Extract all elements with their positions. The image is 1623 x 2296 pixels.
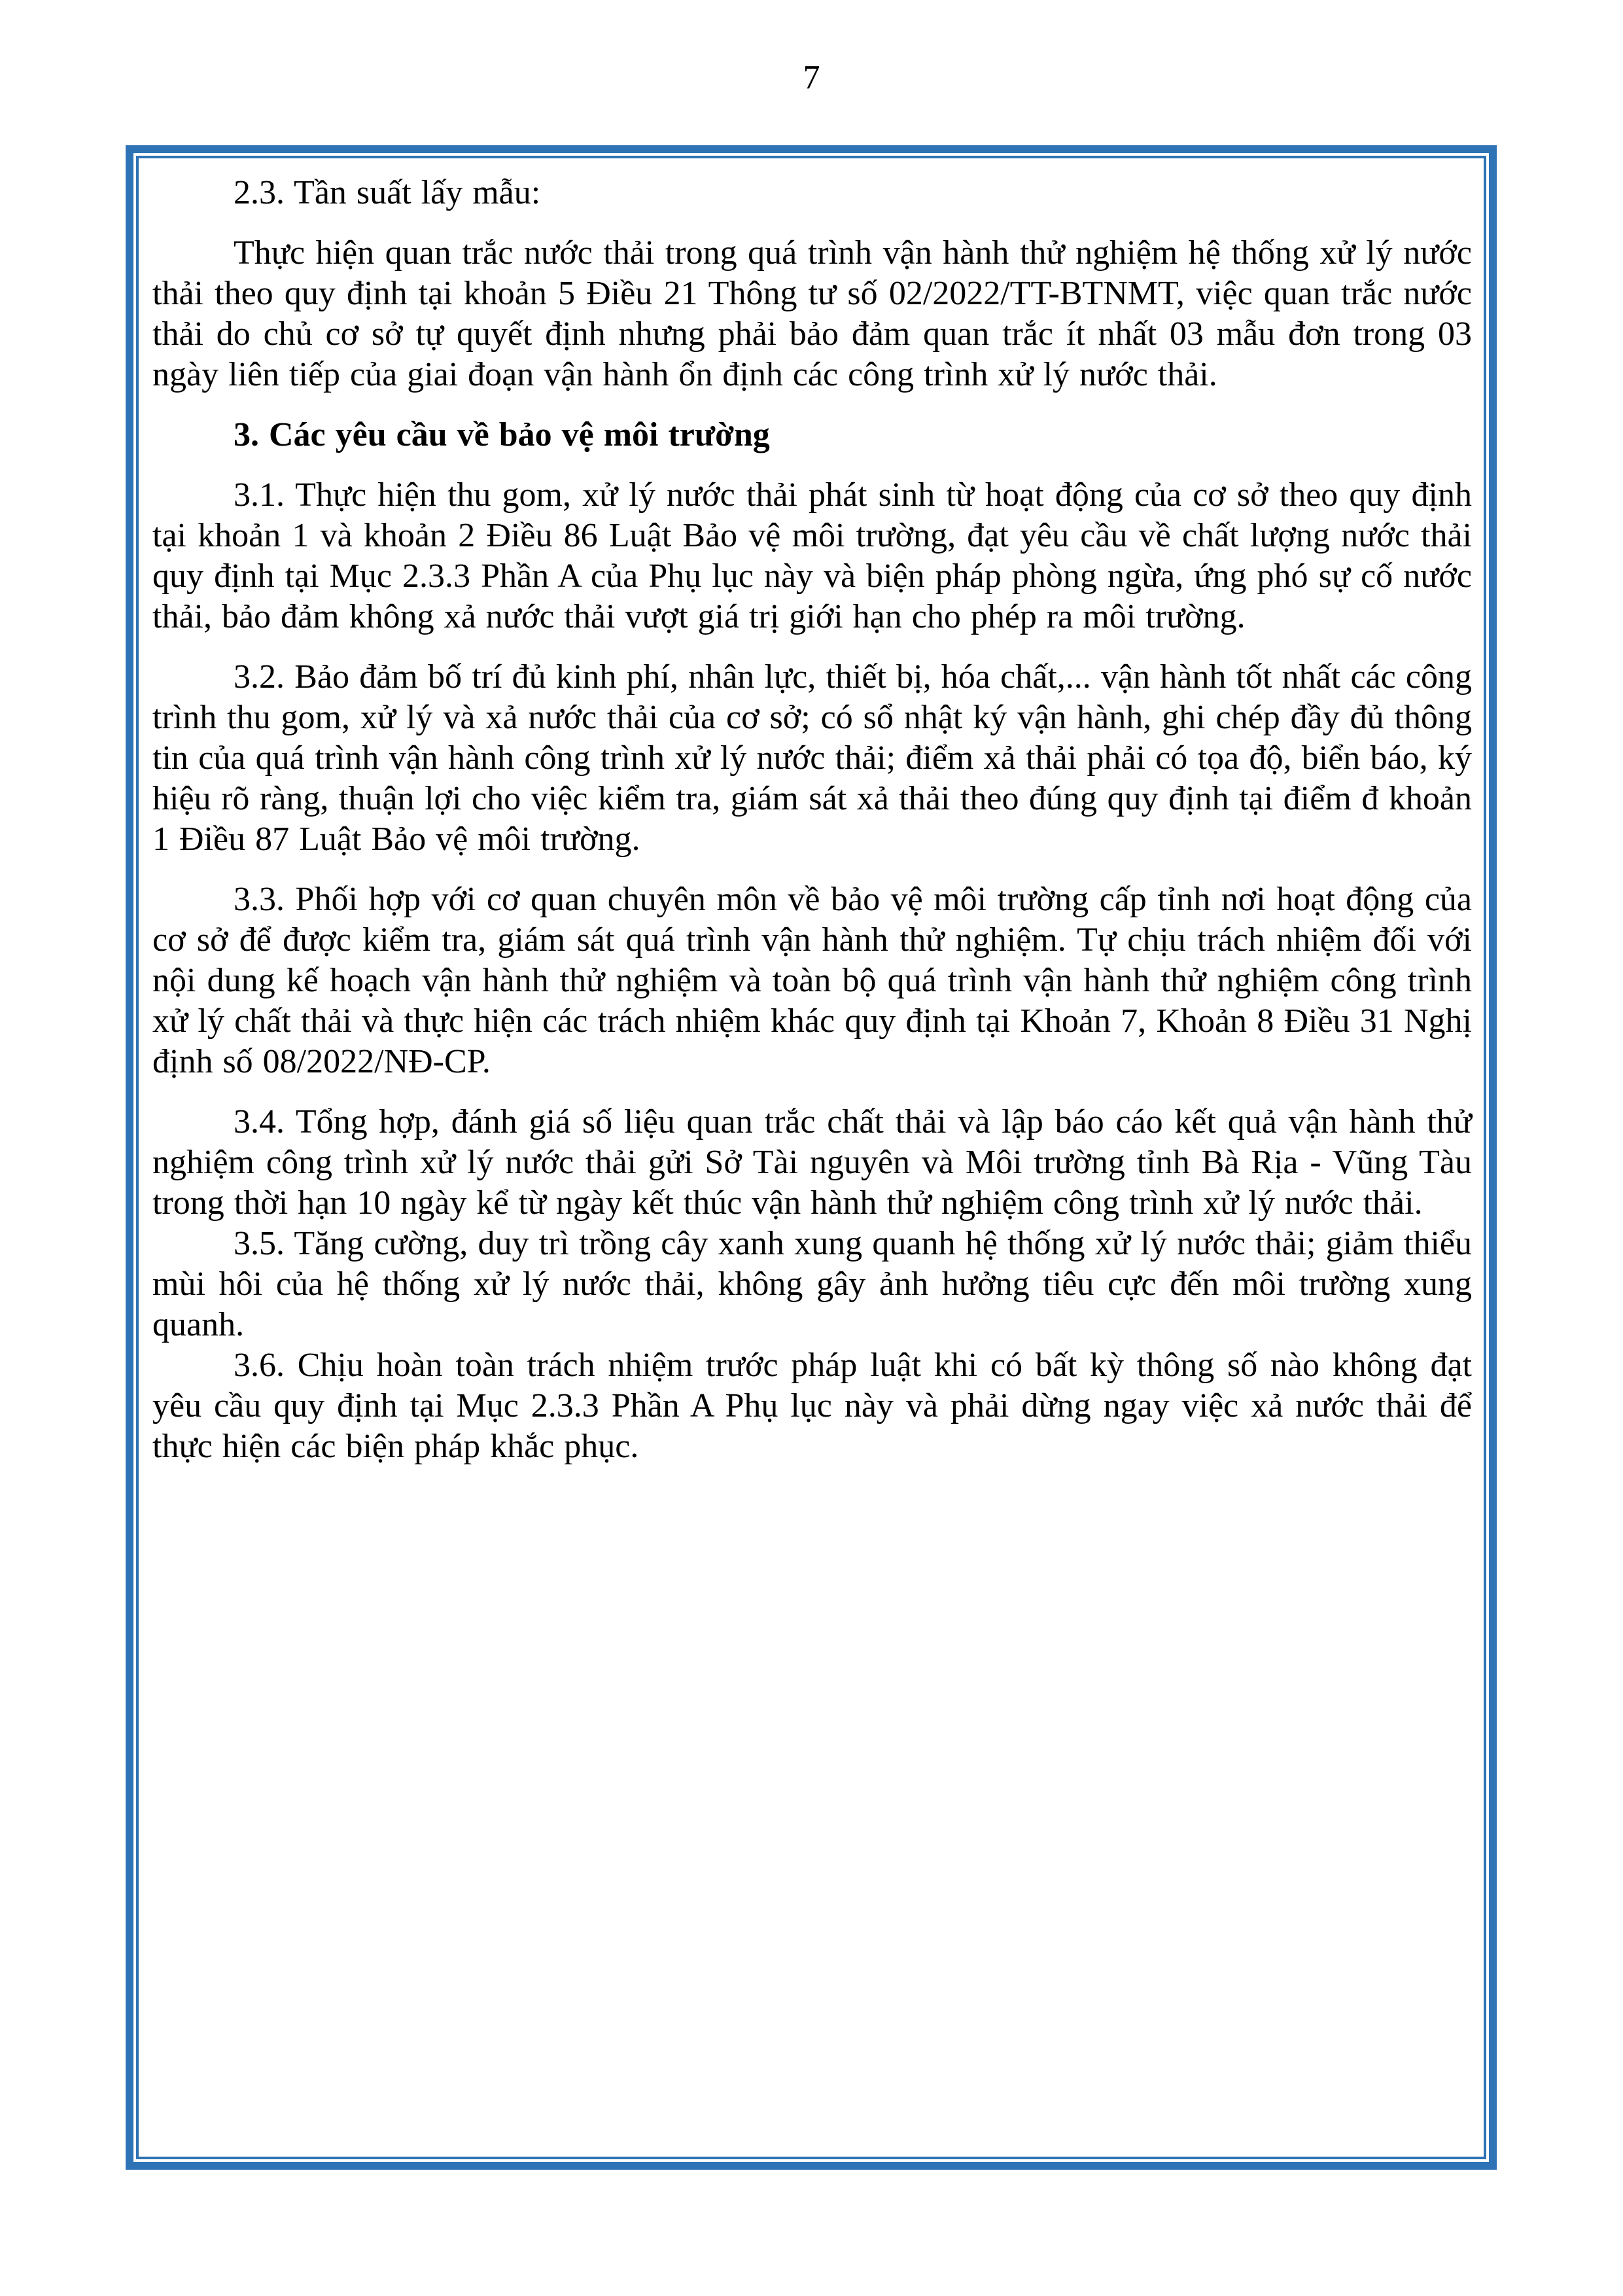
paragraph-3-1: 3.1. Thực hiện thu gom, xử lý nước thải phát sinh từ hoạt động của cơ sở theo quy định tại khoản 1 và khoản 2 Điều 86 Luật Bảo vệ môi trường, đạt yêu cầu về chất lượng nước thải quy định tại Mục 2.3.3 Phần A của Phụ lục này và biện pháp phòng ngừa, ứng phó sự cố nước thải, bảo đảm không xả nước thải vượt giá trị giới hạn cho phép ra môi trường. xyxy=(152,476,1472,635)
section-heading-3: 3. Các yêu cầu về bảo vệ môi trường xyxy=(234,416,770,453)
paragraph-3-3: 3.3. Phối hợp với cơ quan chuyên môn về bảo vệ môi trường cấp tỉnh nơi hoạt động của cơ sở để được kiểm tra, giám sát quá trình vận hành thử nghiệm. Tự chịu trách nhiệm đối với nội dung kế hoạch vận hành thử nghiệm và toàn bộ quá trình vận hành thử nghiệm công trình xử lý chất thải và thực hiện các trách nhiệm khác quy định tại Khoản 7, Khoản 8 Điều 31 Nghị định số 08/2022/NĐ-CP. xyxy=(152,881,1472,1080)
paragraph-3-4: 3.4. Tổng hợp, đánh giá số liệu quan trắc chất thải và lập báo cáo kết quả vận hành thử nghiệm công trình xử lý nước thải gửi Sở Tài nguyên và Môi trường tỉnh Bà Rịa - Vũng Tàu trong thời hạn 10 ngày kể từ ngày kết thúc vận hành thử nghiệm công trình xử lý nước thải. xyxy=(152,1103,1472,1222)
paragraph-sampling-frequency: Thực hiện quan trắc nước thải trong quá trình vận hành thử nghiệm hệ thống xử lý nước thải theo quy định tại khoản 5 Điều 21 Thông tư số 02/2022/TT-BTNMT, việc quan trắc nước thải do chủ cơ sở tự quyết định nhưng phải bảo đảm quan trắc ít nhất 03 mẫu đơn trong 03 ngày liên tiếp của giai đoạn vận hành ổn định các công trình xử lý nước thải. xyxy=(152,234,1472,393)
section-heading-2-3: 2.3. Tần suất lấy mẫu: xyxy=(234,174,541,211)
paragraph-3-2: 3.2. Bảo đảm bố trí đủ kinh phí, nhân lực, thiết bị, hóa chất,... vận hành tốt nhất các công trình thu gom, xử lý và xả nước thải của cơ sở; có sổ nhật ký vận hành, ghi chép đầy đủ thông tin của quá trình vận hành công trình xử lý nước thải; điểm xả thải phải có tọa độ, biển báo, ký hiệu rõ ràng, thuận lợi cho việc kiểm tra, giám sát xả thải theo đúng quy định tại điểm đ khoản 1 Điều 87 Luật Bảo vệ môi trường. xyxy=(152,658,1472,858)
document-border-frame xyxy=(126,145,1497,2170)
paragraph-3-5: 3.5. Tăng cường, duy trì trồng cây xanh xung quanh hệ thống xử lý nước thải; giảm thiểu mùi hôi của hệ thống xử lý nước thải, không gây ảnh hưởng tiêu cực đến môi trường xung quanh. xyxy=(152,1225,1472,1343)
page-number: 7 xyxy=(803,59,820,96)
paragraph-3-6: 3.6. Chịu hoàn toàn trách nhiệm trước pháp luật khi có bất kỳ thông số nào không đạt yêu cầu quy định tại Mục 2.3.3 Phần A Phụ lục này và phải dừng ngay việc xả nước thải để thực hiện các biện pháp khắc phục. xyxy=(152,1347,1472,1465)
document-body xyxy=(152,173,1472,1467)
document-border-frame-inner xyxy=(136,156,1486,2159)
